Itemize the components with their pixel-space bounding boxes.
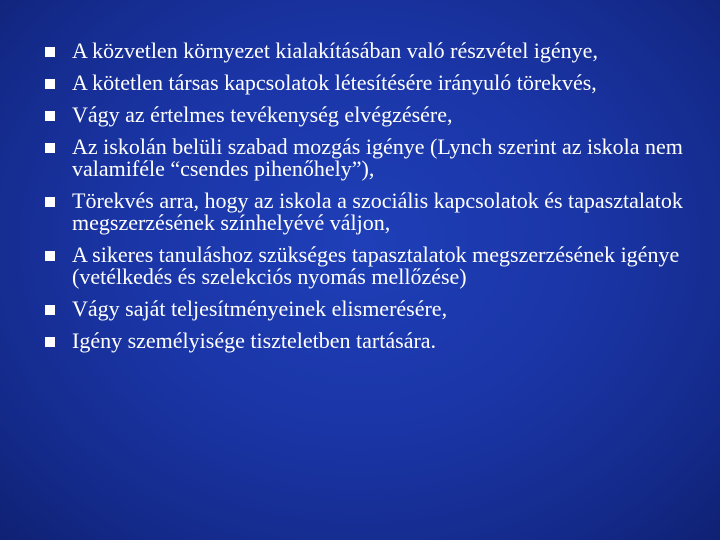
square-bullet-icon — [45, 143, 55, 153]
list-item — [0, 40, 720, 62]
list-item-text: Törekvés arra, hogy az iskola a szociális kapcsolatok és tapasztalatok megszerzésének színhelyévé váljon, — [72, 188, 683, 235]
list-item — [0, 298, 720, 320]
square-bullet-icon — [45, 337, 55, 347]
square-bullet-icon — [45, 79, 55, 89]
list-item — [0, 104, 720, 126]
list-item-text: Vágy saját teljesítményeinek elismerésére, — [72, 296, 448, 321]
square-bullet-icon — [45, 251, 55, 261]
square-bullet-icon — [45, 111, 55, 121]
list-item-text: A sikeres tanuláshoz szükséges tapasztalatok megszerzésének igénye (vetélkedés és szelekciós nyomás mellőzése) — [72, 242, 680, 289]
list-item — [0, 190, 720, 234]
square-bullet-icon — [45, 47, 55, 57]
bullet-list — [0, 40, 720, 362]
list-item — [0, 136, 720, 180]
square-bullet-icon — [45, 197, 55, 207]
list-item-text: Az iskolán belüli szabad mozgás igénye (Lynch szerint az iskola nem valamiféle “csendes pihenőhely”), — [72, 134, 683, 181]
list-item — [0, 330, 720, 352]
list-item — [0, 244, 720, 288]
square-bullet-icon — [45, 305, 55, 315]
list-item — [0, 72, 720, 94]
list-item-text: Igény személyisége tiszteletben tartására. — [72, 328, 437, 353]
list-item-text: Vágy az értelmes tevékenység elvégzésére, — [72, 102, 453, 127]
list-item-text: A kötetlen társas kapcsolatok létesítésére irányuló törekvés, — [72, 70, 597, 95]
list-item-text: A közvetlen környezet kialakításában való részvétel igénye, — [72, 38, 598, 63]
